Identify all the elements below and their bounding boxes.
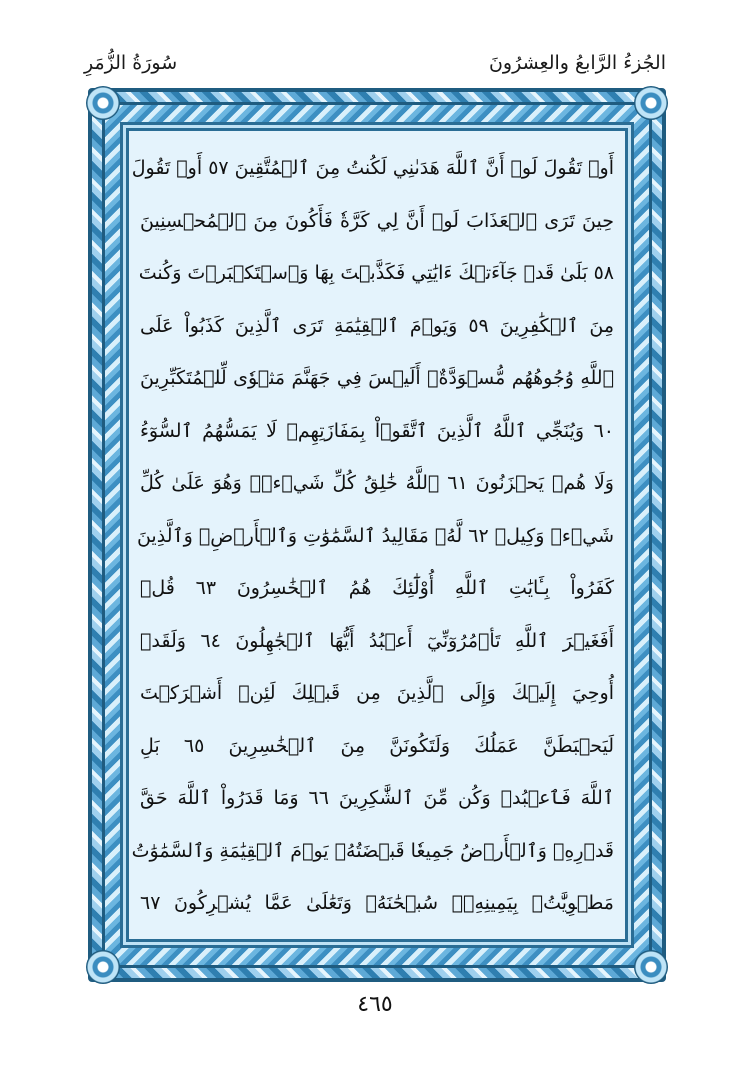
corner-ornament-icon bbox=[86, 950, 120, 984]
text-line: كَفَرُواْ بِـَٔايَٰتِ ٱللَّهِ أُوْلَٰٓئِكَ هُمُ ٱلۡخَٰسِرُونَ ٦٣ قُلۡ bbox=[140, 577, 614, 599]
text-line: ٱللَّهِ وُجُوهُهُم مُّسۡوَدَّةٌۚ أَلَيۡسَ فِي جَهَنَّمَ مَثۡوٗى لِّلۡمُتَكَبِّرِينَ bbox=[140, 367, 614, 389]
text-line: أَوۡ تَقُولَ لَوۡ أَنَّ ٱللَّهَ هَدَىٰنِي لَكُنتُ مِنَ ٱلۡمُتَّقِينَ ٥٧ أَوۡ تَقُولَ bbox=[131, 157, 614, 179]
corner-ornament-icon bbox=[634, 86, 668, 120]
text-line: أَفَغَيۡرَ ٱللَّهِ تَأۡمُرُوٓنِّيٓ أَعۡبُدُ أَيُّهَا ٱلۡجَٰهِلُونَ ٦٤ وَلَقَدۡ bbox=[140, 629, 614, 652]
text-line: ٥٨ بَلَىٰ قَدۡ جَآءَتۡكَ ءَايَٰتِي فَكَذَّبۡتَ بِهَا وَٱسۡتَكۡبَرۡتَ وَكُنتَ bbox=[138, 262, 614, 284]
verse-text-block bbox=[131, 142, 615, 930]
text-line: حِينَ تَرَى ٱلۡعَذَابَ لَوۡ أَنَّ لِي كَرَّةٗ فَأَكُونَ مِنَ ٱلۡمُحۡسِنِينَ bbox=[140, 209, 614, 232]
ornamental-frame bbox=[88, 88, 666, 982]
text-line: أُوحِيَ إِلَيۡكَ وَإِلَى ٱلَّذِينَ مِن قَبۡلِكَ لَئِنۡ أَشۡرَكۡتَ bbox=[140, 682, 614, 704]
juz-title: الجُزءُ الرَّابعُ والعِشرُونَ bbox=[488, 52, 666, 74]
text-line: ٱللَّهَ فَٱعۡبُدۡ وَكُن مِّنَ ٱلشَّٰكِرِينَ ٦٦ وَمَا قَدَرُواْ ٱللَّهَ حَقَّ bbox=[140, 787, 614, 809]
text-line: وَلَا هُمۡ يَحۡزَنُونَ ٦١ ٱللَّهُ خَٰلِقُ كُلِّ شَيۡءٖۖ وَهُوَ عَلَىٰ كُلِّ bbox=[140, 472, 614, 494]
text-line: شَيۡءٖ وَكِيلٞ ٦٢ لَّهُۥ مَقَالِيدُ ٱلسَّمَٰوَٰتِ وَٱلۡأَرۡضِۗ وَٱلَّذِينَ bbox=[136, 524, 614, 547]
text-line: قَدۡرِهِۦ وَٱلۡأَرۡضُ جَمِيعٗا قَبۡضَتُهُۥ يَوۡمَ ٱلۡقِيَٰمَةِ وَٱلسَّمَٰوَٰتُ bbox=[131, 839, 614, 862]
text-line: مَطۡوِيَّٰتُۢ بِيَمِينِهِۦۚ سُبۡحَٰنَهُۥ وَتَعَٰلَىٰ عَمَّا يُشۡرِكُونَ ٦٧ bbox=[140, 892, 614, 914]
surah-title: سُورَةُ الزُّمَرِ bbox=[84, 52, 178, 74]
corner-ornament-icon bbox=[86, 86, 120, 120]
corner-ornament-icon bbox=[634, 950, 668, 984]
page-number: ٤٦٥ bbox=[357, 992, 393, 1017]
text-line: مِنَ ٱلۡكَٰفِرِينَ ٥٩ وَيَوۡمَ ٱلۡقِيَٰمَةِ تَرَى ٱلَّذِينَ كَذَبُواْ عَلَى bbox=[140, 314, 614, 337]
text-line: ٦٠ وَيُنَجِّي ٱللَّهُ ٱلَّذِينَ ٱتَّقَوۡاْ بِمَفَازَتِهِمۡ لَا يَمَسُّهُمُ ٱلسُّوٓءُ bbox=[140, 419, 614, 442]
text-line: لَيَحۡبَطَنَّ عَمَلُكَ وَلَتَكُونَنَّ مِنَ ٱلۡخَٰسِرِينَ ٦٥ بَلِ bbox=[140, 734, 615, 757]
